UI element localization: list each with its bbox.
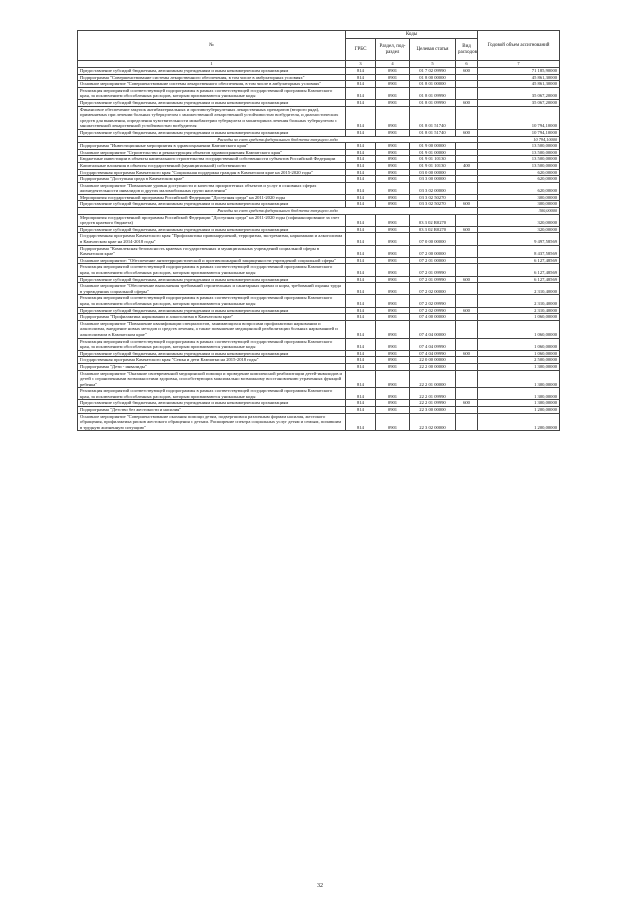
- row-expense-type: [456, 407, 478, 414]
- row-target-article: 01 8 01 09990: [410, 87, 456, 99]
- row-grbs: 814: [346, 194, 376, 201]
- row-grbs: 814: [346, 106, 376, 129]
- row-amount: 2 310,40000: [478, 307, 560, 314]
- row-description: Мероприятия государственной программы Российской Федерации "Доступная среда" на 2011-2020 годы: [78, 194, 346, 201]
- row-grbs: 814: [346, 68, 376, 75]
- row-razdel: 0901: [376, 295, 410, 307]
- row-razdel: 0901: [376, 257, 410, 264]
- row-grbs: 814: [346, 338, 376, 350]
- row-expense-type: [456, 320, 478, 338]
- budget-table-sheet: [77, 30, 559, 431]
- row-razdel: 0901: [376, 99, 410, 106]
- row-expense-type: [456, 388, 478, 400]
- table-row: [78, 87, 560, 99]
- row-razdel: 0901: [376, 201, 410, 208]
- budget-table: [77, 30, 560, 431]
- row-target-article: 03 3 02 50270: [410, 201, 456, 208]
- row-grbs: 814: [346, 226, 376, 233]
- row-expense-type: [456, 182, 478, 194]
- row-description: Предоставление субсидий бюджетным, автономным учреждениям и иным некоммерческим организациям: [78, 400, 346, 407]
- table-row: [78, 149, 560, 156]
- header-grbs: ГРБС: [346, 39, 376, 61]
- row-razdel: 0901: [376, 226, 410, 233]
- row-target-article: 22 3 00 00000: [410, 407, 456, 414]
- row-razdel: 0901: [376, 169, 410, 176]
- row-amount: 300,00000: [478, 194, 560, 201]
- row-grbs: 814: [346, 99, 376, 106]
- table-row: [78, 400, 560, 407]
- row-grbs: 814: [346, 363, 376, 370]
- table-row: [78, 143, 560, 150]
- row-expense-type: [456, 74, 478, 81]
- table-row: [78, 162, 560, 169]
- row-expense-type: [456, 233, 478, 245]
- row-expense-type: 600: [456, 307, 478, 314]
- row-target-article: 01 9 00 00000: [410, 143, 456, 150]
- table-row: [78, 176, 560, 183]
- row-target-article: 07 2 01 09990: [410, 276, 456, 283]
- row-amount: 1 200,00000: [478, 413, 560, 431]
- row-description: Основное мероприятие "Строительство и реконструкция объектов здравоохранения Камчатского края": [78, 149, 346, 156]
- row-expense-type: [456, 214, 478, 226]
- row-target-article: 01 7 02 09990: [410, 68, 456, 75]
- row-amount: 35 067,20000: [478, 99, 560, 106]
- header-number: №: [78, 31, 346, 61]
- row-description: Предоставление субсидий бюджетным, автономным учреждениям и иным некоммерческим организациям: [78, 68, 346, 75]
- row-description: Государственная программа Камчатского края "Семья и дети Камчатки на 2015-2018 годы": [78, 357, 346, 364]
- row-description: Реализация мероприятий соответствующей подпрограммы в рамках соответствующей государственной программы Камчатского края, за исключением обособленных расходов, которым присваиваются уникальные коды: [78, 338, 346, 350]
- row-razdel: 0901: [376, 162, 410, 169]
- row-target-article: 22 2 01 00000: [410, 370, 456, 388]
- table-row: [78, 106, 560, 129]
- row-expense-type: [456, 149, 478, 156]
- row-description: Подпрограмма "Профилактика наркомании и алкоголизма в Камчатском крае": [78, 314, 346, 321]
- row-razdel: 0901: [376, 245, 410, 257]
- col-number: 7: [478, 61, 560, 68]
- row-target-article: 03 0 00 00000: [410, 169, 456, 176]
- funding-source-row: [78, 136, 560, 143]
- header-target: Целевая статья: [410, 39, 456, 61]
- row-amount: 320,00000: [478, 226, 560, 233]
- row-target-article: 03 3 00 00000: [410, 176, 456, 183]
- row-expense-type: 600: [456, 129, 478, 136]
- row-grbs: 814: [346, 257, 376, 264]
- row-target-article: 07 4 04 00000: [410, 320, 456, 338]
- row-amount: 2 310,40000: [478, 283, 560, 295]
- table-row: [78, 276, 560, 283]
- row-expense-type: [456, 81, 478, 88]
- row-target-article: 01 9 01 10130: [410, 162, 456, 169]
- row-target-article: 22 2 01 09990: [410, 400, 456, 407]
- table-row: [78, 233, 560, 245]
- col-number: 5: [410, 61, 456, 68]
- row-amount: 6 127,48569: [478, 276, 560, 283]
- table-row: [78, 350, 560, 357]
- row-grbs: 814: [346, 350, 376, 357]
- row-expense-type: 600: [456, 276, 478, 283]
- row-target-article: 01 9 01 10130: [410, 156, 456, 163]
- row-grbs: 814: [346, 149, 376, 156]
- row-target-article: 07 2 00 00000: [410, 245, 456, 257]
- row-grbs: 814: [346, 388, 376, 400]
- table-row: [78, 74, 560, 81]
- table-row: [78, 388, 560, 400]
- row-description: Мероприятия государственной программы Российской Федерации "Доступная среда" на 2011-2020 годы (софинансирование за счет средств краевого бюджета): [78, 214, 346, 226]
- row-description: Бюджетные инвестиции в объекты капитального строительства государственной собственности субъектов Российской Федерации: [78, 156, 346, 163]
- row-expense-type: 600: [456, 226, 478, 233]
- row-target-article: 01 8 01 00000: [410, 81, 456, 88]
- row-target-article: 07 2 01 00000: [410, 257, 456, 264]
- row-razdel: 0901: [376, 74, 410, 81]
- row-expense-type: [456, 156, 478, 163]
- row-razdel: 0901: [376, 400, 410, 407]
- row-target-article: 07 4 04 09990: [410, 350, 456, 357]
- row-amount: 300,00000: [478, 201, 560, 208]
- row-description: Предоставление субсидий бюджетным, автономным учреждениям и иным некоммерческим организациям: [78, 276, 346, 283]
- row-grbs: 814: [346, 176, 376, 183]
- row-target-article: 03 3 02 R0270: [410, 214, 456, 226]
- table-row: [78, 320, 560, 338]
- row-expense-type: [456, 338, 478, 350]
- row-target-article: 22 2 00 00000: [410, 363, 456, 370]
- row-razdel: 0901: [376, 182, 410, 194]
- row-description: Основное мероприятие "Совершенствование оказания помощи детям, подвергшимся различным формам насилия, жестокого обращения, профилактика рисков жестокого обращения с детьми. Расширение спектра социальных услуг детям и семьям, попавшим в трудную жизненную ситуацию": [78, 413, 346, 431]
- table-row: [78, 357, 560, 364]
- row-amount: 10 794,10000: [478, 106, 560, 129]
- row-description: Подпрограмма "Комплексная безопасность краевых государственных и муниципальных учреждений социальной сферы в Камчатском крае": [78, 245, 346, 257]
- row-razdel: 0901: [376, 338, 410, 350]
- row-grbs: 814: [346, 233, 376, 245]
- row-amount: 2 310,40000: [478, 295, 560, 307]
- row-grbs: 814: [346, 400, 376, 407]
- row-razdel: 0901: [376, 370, 410, 388]
- row-razdel: 0901: [376, 307, 410, 314]
- table-row: [78, 257, 560, 264]
- table-row: [78, 81, 560, 88]
- row-amount: 1 060,00000: [478, 350, 560, 357]
- row-description: Подпрограмма "Дети - инвалиды": [78, 363, 346, 370]
- row-amount: 9 497,58569: [478, 233, 560, 245]
- row-amount: 320,00000: [478, 214, 560, 226]
- row-description: Государственная программа Камчатского края "Профилактика правонарушений, терроризма, экстремизма, наркомании и алкоголизма в Камчатском крае на 2014-2018 годы": [78, 233, 346, 245]
- col-number: 6: [456, 61, 478, 68]
- row-razdel: 0901: [376, 176, 410, 183]
- row-razdel: 0901: [376, 156, 410, 163]
- row-grbs: 814: [346, 314, 376, 321]
- row-expense-type: [456, 245, 478, 257]
- row-grbs: 814: [346, 370, 376, 388]
- row-razdel: 0901: [376, 149, 410, 156]
- row-grbs: 814: [346, 357, 376, 364]
- row-amount: 35 067,20000: [478, 87, 560, 99]
- table-row: [78, 68, 560, 75]
- table-row: [78, 99, 560, 106]
- row-razdel: 0901: [376, 314, 410, 321]
- row-razdel: 0901: [376, 407, 410, 414]
- row-description: Финансовое обеспечение закупок антибактериальных и противотуберкулезных лекарственных препаратов (второго ряда), применяемых при лечении больных туберкулезом с множественной лекарственной устойчивостью возбудителя, и диагностических средств для выявления, определения чувствительности микобактерии туберкулеза и мониторинга лечения больных туберкулезом с множественной лекарственной устойчивостью возбудителя: [78, 106, 346, 129]
- table-row: [78, 413, 560, 431]
- row-expense-type: 600: [456, 68, 478, 75]
- row-description: Предоставление субсидий бюджетным, автономным учреждениям и иным некоммерческим организациям: [78, 99, 346, 106]
- row-description: Реализация мероприятий соответствующей подпрограммы в рамках соответствующей государственной программы Камчатского края, за исключением обособленных расходов, которым присваиваются уникальные коды: [78, 264, 346, 276]
- row-razdel: 0901: [376, 388, 410, 400]
- row-description: Основное мероприятие: "Обеспечение антитеррористической и противопожарной защищенности учреждений социальной сферы": [78, 257, 346, 264]
- header-vid: Вид расходов: [456, 39, 478, 61]
- row-target-article: 07 2 02 09990: [410, 307, 456, 314]
- row-grbs: 814: [346, 413, 376, 431]
- row-grbs: 814: [346, 264, 376, 276]
- row-expense-type: [456, 176, 478, 183]
- table-row: [78, 370, 560, 388]
- row-amount: 13 500,00000: [478, 156, 560, 163]
- row-amount: 1 060,00000: [478, 320, 560, 338]
- table-row: [78, 338, 560, 350]
- row-amount: 1 060,00000: [478, 314, 560, 321]
- table-row: [78, 245, 560, 257]
- row-amount: 2 500,00000: [478, 357, 560, 364]
- table-row: [78, 194, 560, 201]
- row-target-article: 01 8 00 00000: [410, 74, 456, 81]
- row-target-article: 01 8 01 51740: [410, 129, 456, 136]
- row-description: Подпрограмма "Совершенствование системы лекарственного обеспечения, в том числе в амбулаторных условиях": [78, 74, 346, 81]
- table-row: [78, 169, 560, 176]
- row-grbs: 814: [346, 87, 376, 99]
- row-razdel: 0901: [376, 264, 410, 276]
- page-number: 32: [317, 883, 323, 889]
- table-row: [78, 214, 560, 226]
- row-razdel: 0901: [376, 106, 410, 129]
- row-expense-type: [456, 194, 478, 201]
- row-description: Предоставление субсидий бюджетным, автономным учреждениям и иным некоммерческим организациям: [78, 201, 346, 208]
- row-grbs: 814: [346, 162, 376, 169]
- row-expense-type: 600: [456, 350, 478, 357]
- row-amount: 1 200,00000: [478, 407, 560, 414]
- row-amount: 45 861,30000: [478, 81, 560, 88]
- row-razdel: 0901: [376, 357, 410, 364]
- row-description: Государственная программа Камчатского края "Социальная поддержка граждан в Камчатском крае на 2015-2020 годы": [78, 169, 346, 176]
- row-razdel: 0901: [376, 68, 410, 75]
- row-expense-type: [456, 314, 478, 321]
- row-amount: 13 500,00000: [478, 149, 560, 156]
- row-description: Предоставление субсидий бюджетным, автономным учреждениям и иным некоммерческим организациям: [78, 350, 346, 357]
- row-description: Основное мероприятие "Обеспечение выполнения требований строительных и санитарных правил и норм, требований охраны труда в учреждениях социальной сферы": [78, 283, 346, 295]
- table-row: [78, 201, 560, 208]
- row-description: Основное мероприятие "Совершенствование системы лекарственного обеспечения, в том числе в амбулаторных условиях": [78, 81, 346, 88]
- row-expense-type: [456, 264, 478, 276]
- row-razdel: 0901: [376, 194, 410, 201]
- row-amount: 1 300,00000: [478, 400, 560, 407]
- row-razdel: 0901: [376, 276, 410, 283]
- row-amount: 620,00000: [478, 169, 560, 176]
- row-razdel: 0901: [376, 214, 410, 226]
- row-razdel: 0901: [376, 350, 410, 357]
- table-row: [78, 264, 560, 276]
- row-amount: 1 300,00000: [478, 363, 560, 370]
- row-target-article: 01 8 01 09990: [410, 99, 456, 106]
- row-grbs: 814: [346, 407, 376, 414]
- funding-source-label: Расходы за счет средств федерального бюджета текущего года: [78, 136, 478, 143]
- row-grbs: 814: [346, 201, 376, 208]
- row-amount: 71 185,90000: [478, 68, 560, 75]
- table-row: [78, 363, 560, 370]
- col-number: 3: [346, 61, 376, 68]
- table-row: [78, 182, 560, 194]
- row-target-article: 03 3 02 00000: [410, 182, 456, 194]
- row-grbs: 814: [346, 295, 376, 307]
- row-expense-type: [456, 295, 478, 307]
- row-amount: 45 861,30000: [478, 74, 560, 81]
- row-description: Предоставление субсидий бюджетным, автономным учреждениям и иным некоммерческим организациям: [78, 129, 346, 136]
- funding-source-label: Расходы за счет средств федерального бюджета текущего года: [78, 208, 478, 215]
- row-grbs: 814: [346, 283, 376, 295]
- header-amount: Годовой объем ассигнований: [478, 31, 560, 61]
- row-razdel: 0901: [376, 129, 410, 136]
- row-razdel: 0901: [376, 413, 410, 431]
- col-number: 1: [78, 61, 346, 68]
- row-target-article: 03 3 02 50270: [410, 194, 456, 201]
- row-description: Предоставление субсидий бюджетным, автономным учреждениям и иным некоммерческим организациям: [78, 307, 346, 314]
- row-amount: 620,00000: [478, 176, 560, 183]
- row-expense-type: 600: [456, 99, 478, 106]
- header-codes: Коды: [346, 31, 478, 39]
- col-number: 4: [376, 61, 410, 68]
- row-expense-type: 600: [456, 400, 478, 407]
- row-target-article: 07 4 04 09990: [410, 338, 456, 350]
- row-description: Реализация мероприятий соответствующей подпрограммы в рамках соответствующей государственной программы Камчатского края, за исключением обособленных расходов, которым присваиваются уникальные коды: [78, 87, 346, 99]
- row-grbs: 814: [346, 320, 376, 338]
- row-grbs: 814: [346, 81, 376, 88]
- row-grbs: 814: [346, 245, 376, 257]
- row-description: Реализация мероприятий соответствующей подпрограммы в рамках соответствующей государственной программы Камчатского края, за исключением обособленных расходов, которым присваиваются уникальные коды: [78, 295, 346, 307]
- row-expense-type: [456, 283, 478, 295]
- funding-source-amount: 300,00000: [478, 208, 560, 215]
- row-expense-type: 600: [456, 201, 478, 208]
- table-row: [78, 226, 560, 233]
- row-target-article: 22 3 02 00000: [410, 413, 456, 431]
- row-razdel: 0901: [376, 87, 410, 99]
- column-numbers-row: [78, 61, 560, 68]
- row-grbs: 814: [346, 143, 376, 150]
- row-description: Основное мероприятие "Оказание своевременной медицинской помощи и проведение комплексной реабилитации детей-инвалидов и детей с ограниченными возможностями здоровья, способствующих максимально возможному восстановлению утраченных функций ребенка": [78, 370, 346, 388]
- row-grbs: 814: [346, 307, 376, 314]
- row-razdel: 0901: [376, 143, 410, 150]
- row-expense-type: [456, 87, 478, 99]
- row-razdel: 0901: [376, 81, 410, 88]
- header-razdel: Раздел, под-раздел: [376, 39, 410, 61]
- row-grbs: 814: [346, 169, 376, 176]
- row-grbs: 814: [346, 156, 376, 163]
- row-amount: 10 794,10000: [478, 129, 560, 136]
- row-expense-type: [456, 370, 478, 388]
- row-amount: 13 500,00000: [478, 162, 560, 169]
- row-amount: 1 300,00000: [478, 370, 560, 388]
- table-row: [78, 283, 560, 295]
- row-expense-type: [456, 106, 478, 129]
- row-expense-type: [456, 357, 478, 364]
- funding-source-amount: 10 794,10000: [478, 136, 560, 143]
- table-row: [78, 129, 560, 136]
- row-target-article: 07 2 02 00000: [410, 283, 456, 295]
- row-description: Реализация мероприятий соответствующей подпрограммы в рамках соответствующей государственной программы Камчатского края, за исключением обособленных расходов, которым присваиваются уникальные коды: [78, 388, 346, 400]
- row-amount: 1 060,00000: [478, 338, 560, 350]
- row-amount: 1 300,00000: [478, 388, 560, 400]
- row-description: Подпрограмма "Доступная среда в Камчатском крае": [78, 176, 346, 183]
- row-target-article: 07 0 00 00000: [410, 233, 456, 245]
- row-target-article: 01 8 01 51740: [410, 106, 456, 129]
- row-razdel: 0901: [376, 283, 410, 295]
- row-expense-type: 400: [456, 162, 478, 169]
- table-row: [78, 295, 560, 307]
- row-amount: 6 127,48569: [478, 257, 560, 264]
- row-description: Основное мероприятие "Повышение квалификации специалистов, занимающихся вопросами профилактики наркомании и алкоголизма, внедрение новых методов и средств лечения, а также повышение медицинской реабилитации больных наркоманией и алкоголизмом в Камчатском крае": [78, 320, 346, 338]
- row-target-article: 22 2 01 09990: [410, 388, 456, 400]
- table-row: [78, 407, 560, 414]
- table-row: [78, 156, 560, 163]
- row-target-article: 22 0 00 00000: [410, 357, 456, 364]
- row-expense-type: [456, 413, 478, 431]
- row-razdel: 0901: [376, 233, 410, 245]
- row-amount: 13 500,00000: [478, 143, 560, 150]
- row-target-article: 07 2 02 09990: [410, 295, 456, 307]
- table-row: [78, 307, 560, 314]
- table-row: [78, 314, 560, 321]
- row-expense-type: [456, 169, 478, 176]
- row-expense-type: [456, 257, 478, 264]
- row-grbs: 814: [346, 74, 376, 81]
- row-razdel: 0901: [376, 320, 410, 338]
- row-target-article: 07 2 01 09990: [410, 264, 456, 276]
- row-amount: 6 127,48569: [478, 264, 560, 276]
- row-expense-type: [456, 363, 478, 370]
- row-grbs: 814: [346, 182, 376, 194]
- funding-source-row: [78, 208, 560, 215]
- row-grbs: 814: [346, 276, 376, 283]
- row-target-article: 01 9 01 00000: [410, 149, 456, 156]
- row-description: Подпрограмма "Инвестиционные мероприятия в здравоохранении Камчатского края": [78, 143, 346, 150]
- row-target-article: 07 4 00 00000: [410, 314, 456, 321]
- row-expense-type: [456, 143, 478, 150]
- row-razdel: 0901: [376, 363, 410, 370]
- row-description: Подпрограмма "Детство без жестокости и насилия": [78, 407, 346, 414]
- row-description: Основное мероприятие "Повышение уровня доступности и качества приоритетных объектов и услуг в основных сферах жизнедеятельности инвалидов и других маломобильных групп населения": [78, 182, 346, 194]
- row-amount: 620,00000: [478, 182, 560, 194]
- row-target-article: 03 3 02 R0270: [410, 226, 456, 233]
- row-description: Предоставление субсидий бюджетным, автономным учреждениям и иным некоммерческим организациям: [78, 226, 346, 233]
- row-grbs: 814: [346, 214, 376, 226]
- row-grbs: 814: [346, 129, 376, 136]
- row-description: Капитальные вложения в объекты государственной (муниципальной) собственности: [78, 162, 346, 169]
- row-amount: 8 437,58569: [478, 245, 560, 257]
